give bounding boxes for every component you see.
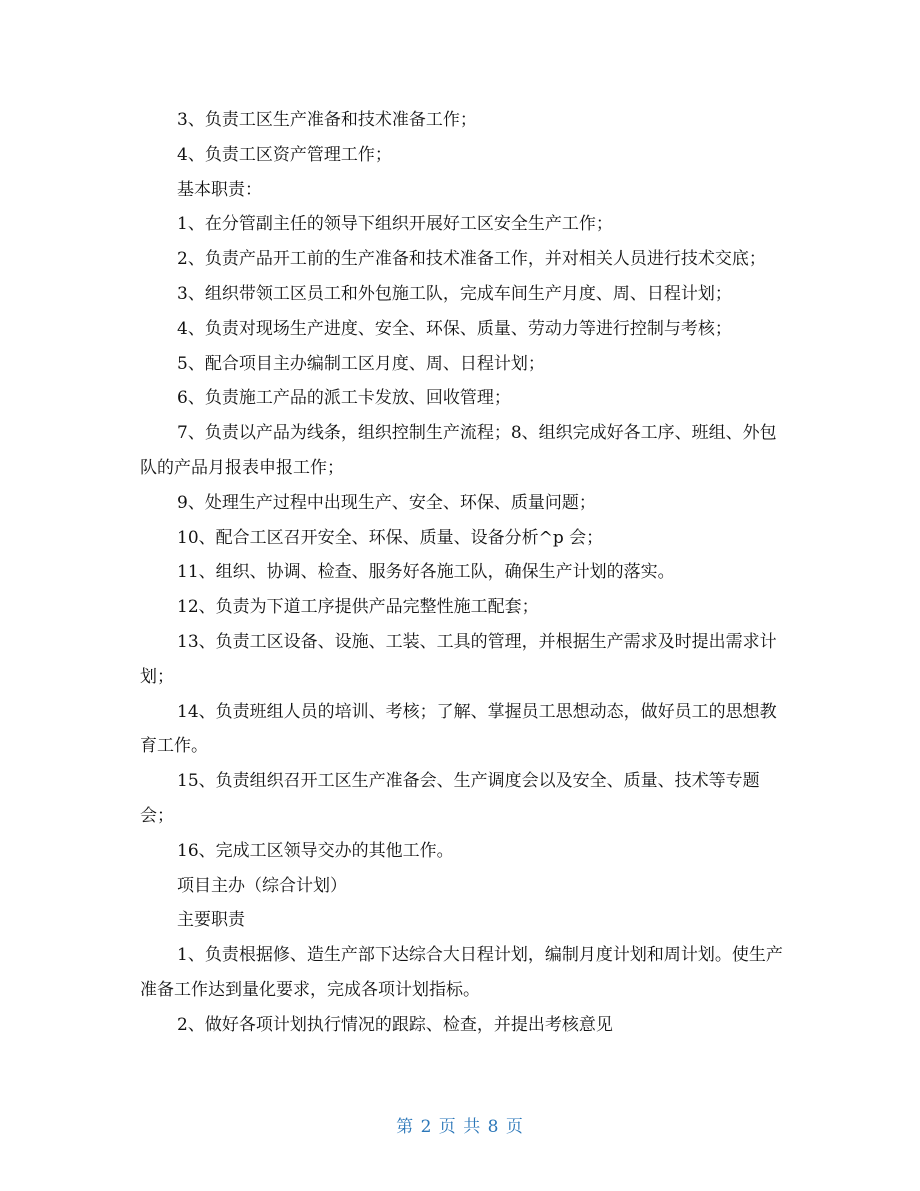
paragraph-5: 3、组织带领工区员工和外包施工队，完成车间生产月度、周、日程计划； <box>177 283 732 304</box>
document-body <box>140 103 790 1043</box>
paragraph-3: 1、在分管副主任的领导下组织开展好工区安全生产工作； <box>177 214 613 235</box>
paragraph-11: 10、配合工区召开安全、环保、质量、设备分析^p 会； <box>177 527 604 548</box>
paragraph-7: 5、配合项目主办编制工区月度、周、日程计划； <box>177 353 545 374</box>
page-number-label: 第 2 页 共 8 页 <box>396 1117 524 1137</box>
paragraph-13: 12、负责为下道工序提供产品完整性施工配套； <box>177 597 539 618</box>
paragraph-16: 15、负责组织召开工区生产准备会、生产调度会以及安全、质量、技术等专题会； <box>140 771 760 826</box>
paragraph-9: 7、负责以产品为线条，组织控制生产流程；8、组织完成好各工序、班组、外包队的产品月报表申报工作； <box>140 423 777 478</box>
paragraph-17: 16、完成工区领导交办的其他工作。 <box>177 840 454 861</box>
page-footer <box>0 1112 920 1137</box>
section-heading-project-lead: 项目主办（综合计划） <box>177 875 347 896</box>
paragraph-18: 1、负责根据修、造生产部下达综合大日程计划，编制月度计划和周计划。使生产准备工作达到量化要求，完成各项计划指标。 <box>140 945 783 1000</box>
section-heading-main-duties: 主要职责 <box>177 910 245 931</box>
paragraph-2: 4、负责工区资产管理工作； <box>177 144 392 165</box>
paragraph-14: 13、负责工区设备、设施、工装、工具的管理，并根据生产需求及时提出需求计划； <box>140 631 777 687</box>
paragraph-12: 11、组织、协调、检查、服务好各施工队，确保生产计划的落实。 <box>177 562 675 583</box>
paragraph-15: 14、负责班组人员的培训、考核；了解、掌握员工思想动态，做好员工的思想教育工作。 <box>140 701 777 757</box>
paragraph-4: 2、负责产品开工前的生产准备和技术准备工作，并对相关人员进行技术交底； <box>177 249 766 270</box>
section-heading-basic-duties: 基本职责： <box>177 179 262 200</box>
paragraph-6: 4、负责对现场生产进度、安全、环保、质量、劳动力等进行控制与考核； <box>177 318 732 339</box>
paragraph-19: 2、做好各项计划执行情况的跟踪、检查，并提出考核意见 <box>177 1014 613 1035</box>
paragraph-8: 6、负责施工产品的派工卡发放、回收管理； <box>177 388 511 409</box>
paragraph-1: 3、负责工区生产准备和技术准备工作； <box>177 110 477 130</box>
paragraph-10: 9、处理生产过程中出现生产、安全、环保、质量问题； <box>177 492 596 513</box>
